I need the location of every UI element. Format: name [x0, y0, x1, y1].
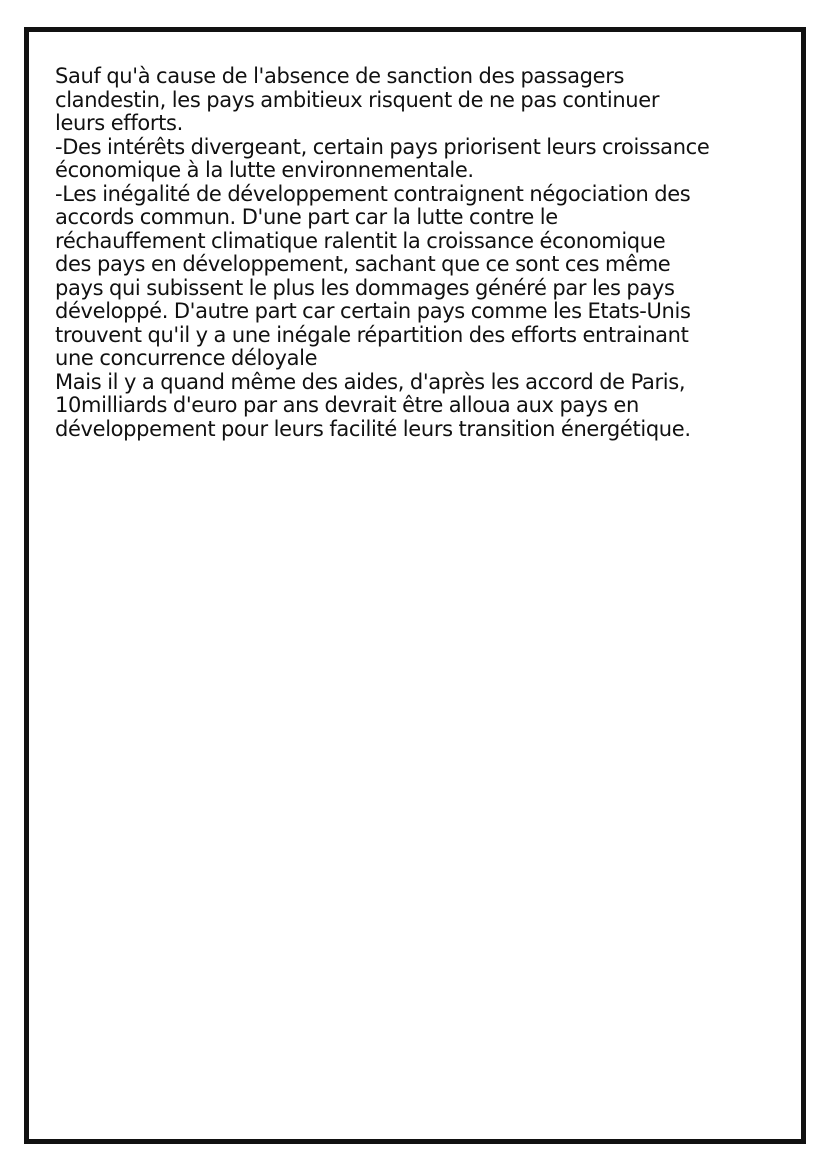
text-line: -Les inégalité de développement contraignent négociation des — [55, 181, 691, 206]
text-line: développement pour leurs facilité leurs transition énergétique. — [55, 416, 691, 441]
page-frame — [24, 27, 806, 1144]
handwritten-text-body — [55, 65, 795, 441]
text-line: développé. D'autre part car certain pays comme les Etats-Unis — [55, 299, 691, 323]
text-line: économique à la lutte environnementale. — [55, 158, 474, 182]
text-line: -Des intérêts divergeant, certain pays priorisent leurs croissance — [55, 134, 710, 159]
text-line: leurs efforts. — [55, 111, 183, 135]
text-line: pays qui subissent le plus les dommages généré par les pays — [55, 275, 675, 300]
text-line: réchauffement climatique ralentit la croissance économique — [55, 228, 666, 253]
text-line: clandestin, les pays ambitieux risquent de ne pas continuer — [55, 87, 660, 112]
text-line: 10milliards d'euro par ans devrait être alloua aux pays en — [55, 393, 639, 417]
text-line: trouvent qu'il y a une inégale répartition des efforts entrainant — [55, 322, 689, 347]
text-line: des pays en développement, sachant que ce sont ces même — [55, 252, 671, 276]
text-line: Mais il y a quand même des aides, d'après les accord de Paris, — [55, 369, 686, 394]
text-line: Sauf qu'à cause de l'absence de sanction des passagers — [55, 64, 625, 88]
text-line: une concurrence déloyale — [55, 346, 318, 370]
text-line: accords commun. D'une part car la lutte contre le — [55, 205, 558, 229]
